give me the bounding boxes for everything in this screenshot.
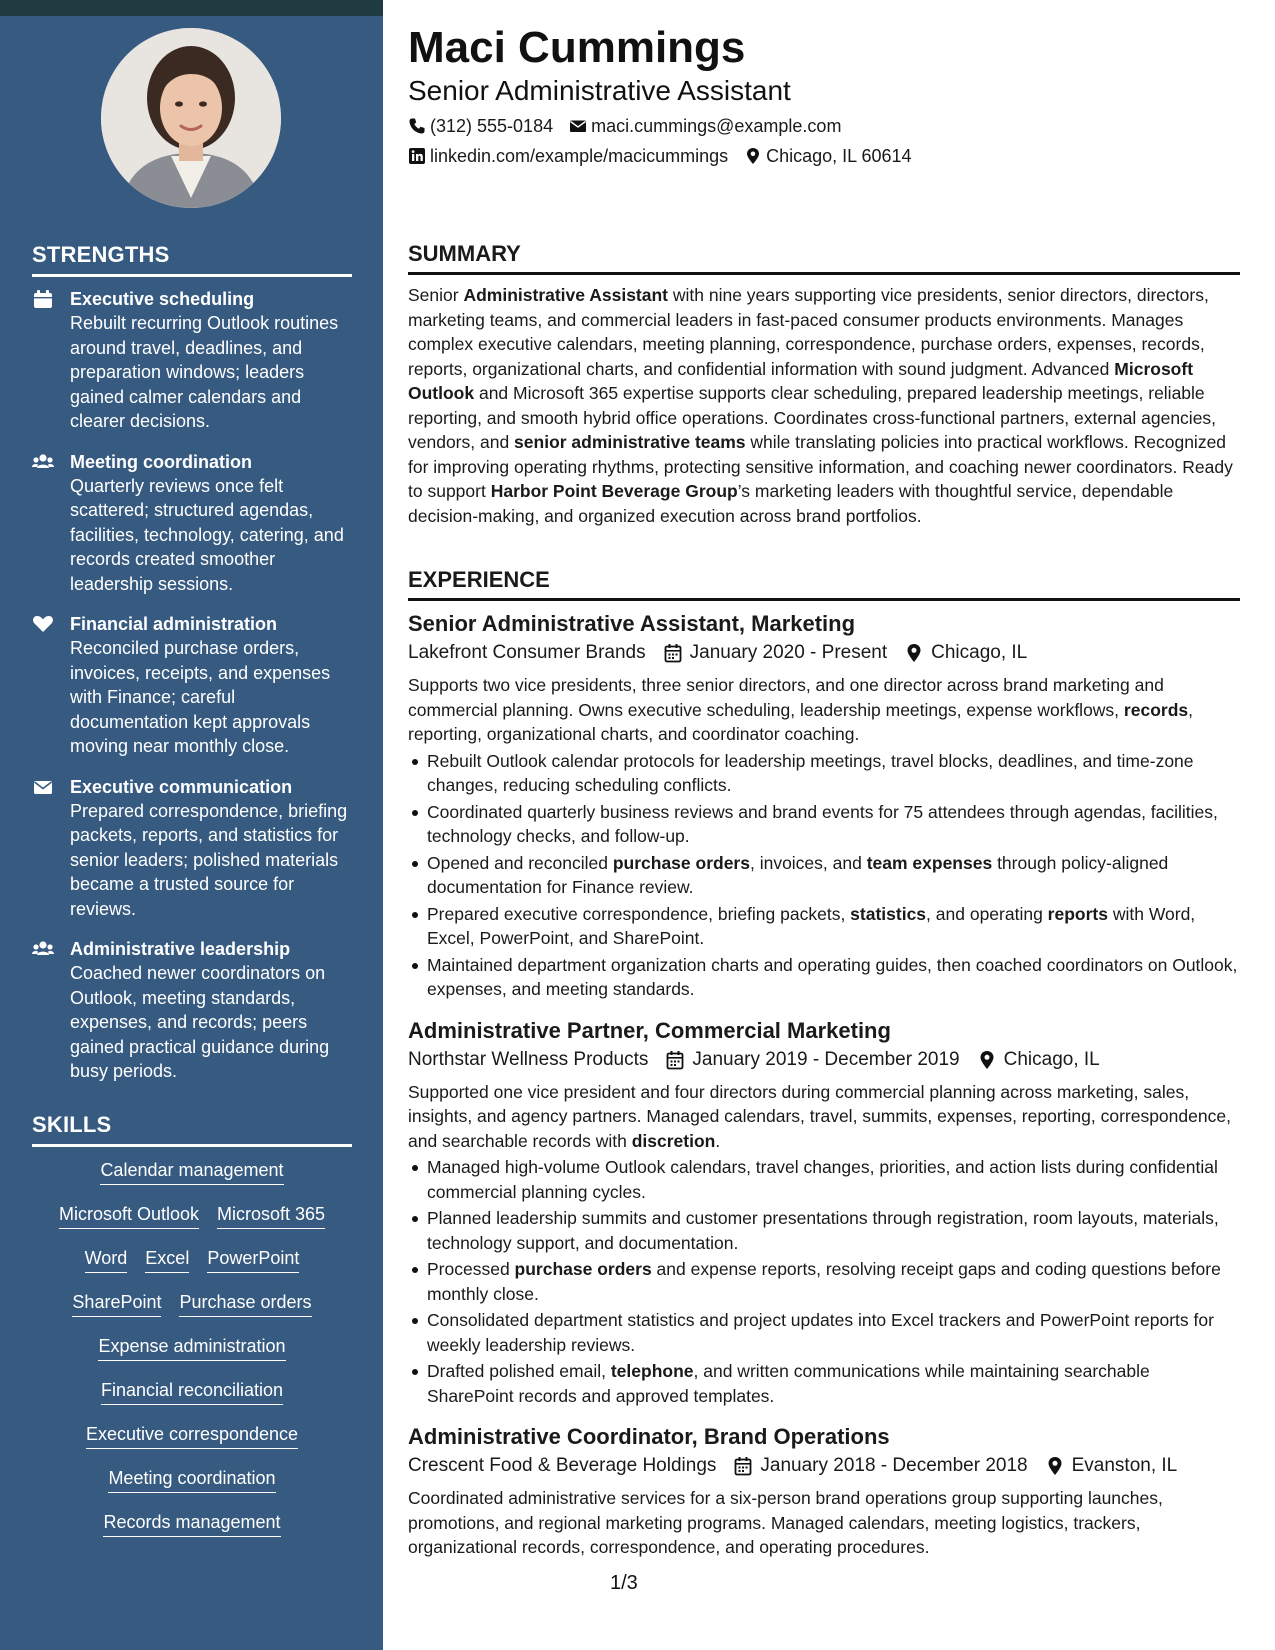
map-pin-icon [978, 1050, 996, 1070]
job-bullets [408, 749, 1240, 1002]
experience-section [408, 566, 1240, 1574]
skill-tag: Purchase orders [179, 1290, 311, 1317]
company-label: Lakefront Consumer Brands [408, 642, 646, 663]
emphasis-text: telephone [610, 1361, 694, 1381]
strength-item [32, 775, 352, 922]
candidate-title: Senior Administrative Assistant [408, 75, 791, 106]
skill-row [32, 1202, 352, 1229]
strength-title: Executive scheduling [70, 289, 255, 309]
phone-contact [408, 114, 553, 138]
location-contact [744, 144, 911, 168]
linkedin-link[interactable]: linkedin.com/example/macicummings [430, 146, 729, 166]
job-location [1046, 1452, 1178, 1480]
job-entry [408, 1016, 1240, 1409]
job-entry [408, 609, 1240, 1002]
strength-title: Executive communication [70, 776, 293, 797]
job-role: Administrative Coordinator, Brand Operations [408, 1424, 890, 1449]
location-label: Chicago, IL [1003, 1048, 1100, 1070]
skill-tag: SharePoint [72, 1290, 161, 1317]
skill-row [32, 1334, 352, 1361]
emphasis-text: senior administrative teams [514, 432, 746, 452]
emphasis-text: discretion [631, 1130, 716, 1151]
job-dates [666, 1046, 959, 1074]
map-pin-icon [744, 147, 762, 165]
skill-tag: Executive correspondence [86, 1422, 298, 1449]
job-meta [408, 1046, 1240, 1074]
dates-label: January 2018 - December 2018 [760, 1455, 1028, 1476]
strength-description: Coached newer coordinators on Outlook, meeting standards, expenses, and records; peers gained practical guidance during busy periods. [70, 963, 330, 1081]
phone-number: (312) 555-0184 [430, 116, 554, 136]
candidate-name: Maci Cummings [408, 23, 746, 72]
job-location [978, 1046, 1100, 1074]
contact-row [408, 144, 1240, 168]
skill-tag: Meeting coordination [108, 1466, 275, 1493]
skills-heading: SKILLS [32, 1112, 352, 1147]
location-label: Evanston, IL [1071, 1455, 1178, 1476]
job-dates [664, 639, 888, 667]
emphasis-text: purchase orders [514, 1259, 652, 1279]
company-name [408, 639, 646, 667]
linkedin-contact[interactable] [408, 144, 728, 168]
strength-item [32, 937, 352, 1084]
job-meta [408, 639, 1240, 667]
profile-photo [101, 28, 281, 208]
calendar-icon [664, 643, 682, 663]
skills-list [32, 1158, 352, 1554]
job-role: Senior Administrative Assistant, Marketing [408, 611, 856, 636]
skill-tag: PowerPoint [207, 1246, 299, 1273]
job-bullets [408, 1155, 1240, 1408]
strengths-list [32, 287, 352, 1100]
emphasis-text: reports [1047, 903, 1108, 924]
phone-icon [408, 117, 426, 135]
emphasis-text: Harbor Point Beverage Group [490, 481, 738, 501]
skill-row [32, 1290, 352, 1317]
job-intro: Supported one vice president and four directors during commercial planning across marketing, sales, insights, and agency partners. Managed calendars, travel, summits, expenses, reporting, correspondence, and searchable records with discretion. [408, 1081, 1231, 1151]
strength-description: Rebuilt recurring Outlook routines around travel, deadlines, and preparation windows; leaders gained calmer calendars and clearer decisions. [70, 313, 339, 431]
strength-title: Meeting coordination [70, 451, 252, 472]
contact-row [408, 114, 1240, 138]
emphasis-text: records [1123, 699, 1189, 720]
summary-text: Senior Administrative Assistant with nine years supporting vice presidents, senior directors, directors, marketing teams, and commercial leaders in fast-paced consumer products environments. Manages complex executive calendars, meeting planning, correspondence, purchase orders, expenses, records, reports, organizational charts, and confidential information with sound judgment. Advanced Microsoft Outlook and Microsoft 365 expertise supports clear scheduling, prepared leadership meetings, reliable reporting, and smooth hybrid office operations. Coordinates cross-functional partners, external agencies, vendors, and senior administrative teams while translating policies into practical workflows. Recognized for improving operating rhythms, protecting sensitive information, and coaching newer coordinators. Ready to support Harbor Point Beverage Group’s marketing leaders with thoughtful service, dependable decision-making, and organized execution across brand portfolios. [408, 285, 1233, 526]
emphasis-text: Administrative Assistant [463, 285, 669, 305]
company-label: Northstar Wellness Products [408, 1048, 649, 1070]
location-text: Chicago, IL 60614 [766, 146, 912, 166]
job-meta [408, 1452, 1240, 1480]
experience-heading: EXPERIENCE [408, 566, 1240, 601]
emphasis-text: Microsoft Outlook [408, 358, 1194, 403]
strength-item [32, 612, 352, 759]
job-location [905, 639, 1027, 667]
strength-description: Prepared correspondence, briefing packets, reports, and statistics for senior leaders; polished materials became a trusted source for reviews. [70, 800, 348, 919]
bullet-item: Rebuilt Outlook calendar protocols for leadership meetings, travel blocks, deadlines, and time-zone changes, reducing scheduling conflicts. [408, 749, 1240, 798]
linkedin-icon [408, 147, 426, 165]
email-contact[interactable] [569, 114, 841, 138]
job-dates [734, 1452, 1027, 1480]
bullet-item: Drafted polished email, telephone, and written communications while maintaining searchable SharePoint records and approved templates. [408, 1359, 1240, 1408]
skill-row [32, 1422, 352, 1449]
strength-description: Quarterly reviews once felt scattered; structured agendas, facilities, technology, catering, and records created smoother leadership sessions. [70, 475, 344, 594]
company-name [408, 1452, 716, 1480]
job-entry [408, 1422, 1240, 1560]
skill-tag: Microsoft 365 [217, 1202, 325, 1229]
email-link[interactable]: maci.cummings@example.com [591, 116, 842, 136]
emphasis-text: purchase orders [612, 852, 750, 873]
bullet-item: Maintained department organization charts and operating guides, then coached coordinators on Outlook, expenses, and meeting standards. [408, 953, 1240, 1002]
dates-label: January 2019 - December 2019 [692, 1048, 960, 1070]
summary-section [408, 240, 1240, 528]
skill-tag: Excel [145, 1246, 189, 1273]
calendar-icon [666, 1050, 684, 1070]
skill-tag: Calendar management [100, 1158, 283, 1185]
sidebar-top-band [0, 0, 383, 16]
skill-row [32, 1246, 352, 1273]
bullet-item: Opened and reconciled purchase orders, invoices, and team expenses through policy-aligned documentation for Finance review. [408, 851, 1240, 900]
strengths-heading: STRENGTHS [32, 242, 352, 277]
skill-tag: Financial reconciliation [101, 1378, 283, 1405]
strength-description: Reconciled purchase orders, invoices, receipts, and expenses with Finance; careful documentation kept approvals moving near monthly close. [70, 638, 331, 756]
location-label: Chicago, IL [931, 642, 1028, 663]
calendar-icon [734, 1456, 752, 1476]
strength-item [32, 287, 352, 434]
page-number: 1/3 [610, 1572, 638, 1594]
bullet-item: Coordinated quarterly business reviews and brand events for 75 attendees through agendas, facilities, technology checks, and follow-up. [408, 800, 1240, 849]
strength-item [32, 450, 352, 597]
skill-row [32, 1158, 352, 1185]
bullet-item: Consolidated department statistics and project updates into Excel trackers and PowerPoint reports for weekly leadership reviews. [408, 1308, 1240, 1357]
avatar [101, 28, 281, 208]
skill-tag: Microsoft Outlook [59, 1202, 199, 1229]
map-pin-icon [1046, 1456, 1064, 1476]
skill-row [32, 1378, 352, 1405]
company-label: Crescent Food & Beverage Holdings [408, 1455, 717, 1476]
bullet-item: Managed high-volume Outlook calendars, travel changes, priorities, and action lists during confidential commercial planning cycles. [408, 1155, 1240, 1204]
job-intro: Coordinated administrative services for a six-person brand operations group supporting launches, promotions, and regional marketing programs. Managed calendars, meeting logistics, trackers, organizational records, correspondence, and operating procedures. [408, 1488, 1163, 1557]
sidebar [0, 0, 383, 1650]
skill-row [32, 1466, 352, 1493]
envelope-icon [32, 777, 54, 797]
resume-header [408, 22, 1240, 168]
strength-title: Financial administration [70, 614, 278, 634]
emphasis-text: statistics [850, 903, 927, 924]
skill-tag: Expense administration [98, 1334, 285, 1361]
emphasis-text: team expenses [866, 852, 993, 873]
users-icon [32, 452, 54, 472]
job-intro: Supports two vice presidents, three senior directors, and one director across brand marketing and commercial planning. Owns executive scheduling, leadership meetings, expense workflows, records, reporting, organizational charts, and coordinator coaching. [408, 675, 1193, 744]
summary-heading: SUMMARY [408, 240, 1240, 275]
skill-tag: Word [85, 1246, 128, 1273]
heart-icon [32, 614, 54, 634]
skill-row [32, 1510, 352, 1537]
envelope-icon [569, 117, 587, 135]
strength-title: Administrative leadership [70, 939, 291, 959]
bullet-item: Prepared executive correspondence, briefing packets, statistics, and operating reports with Word, Excel, PowerPoint, and SharePoint. [408, 902, 1240, 951]
map-pin-icon [905, 643, 923, 663]
bullet-item: Processed purchase orders and expense reports, resolving receipt gaps and coding questions before monthly close. [408, 1257, 1240, 1306]
bullet-item: Planned leadership summits and customer presentations through registration, room layouts, materials, technology support, and documentation. [408, 1206, 1240, 1255]
skill-tag: Records management [103, 1510, 280, 1537]
job-role: Administrative Partner, Commercial Marketing [408, 1017, 891, 1043]
calendar-icon [32, 289, 54, 309]
dates-label: January 2020 - Present [689, 642, 888, 663]
users-icon [32, 939, 54, 959]
company-name [408, 1046, 648, 1074]
